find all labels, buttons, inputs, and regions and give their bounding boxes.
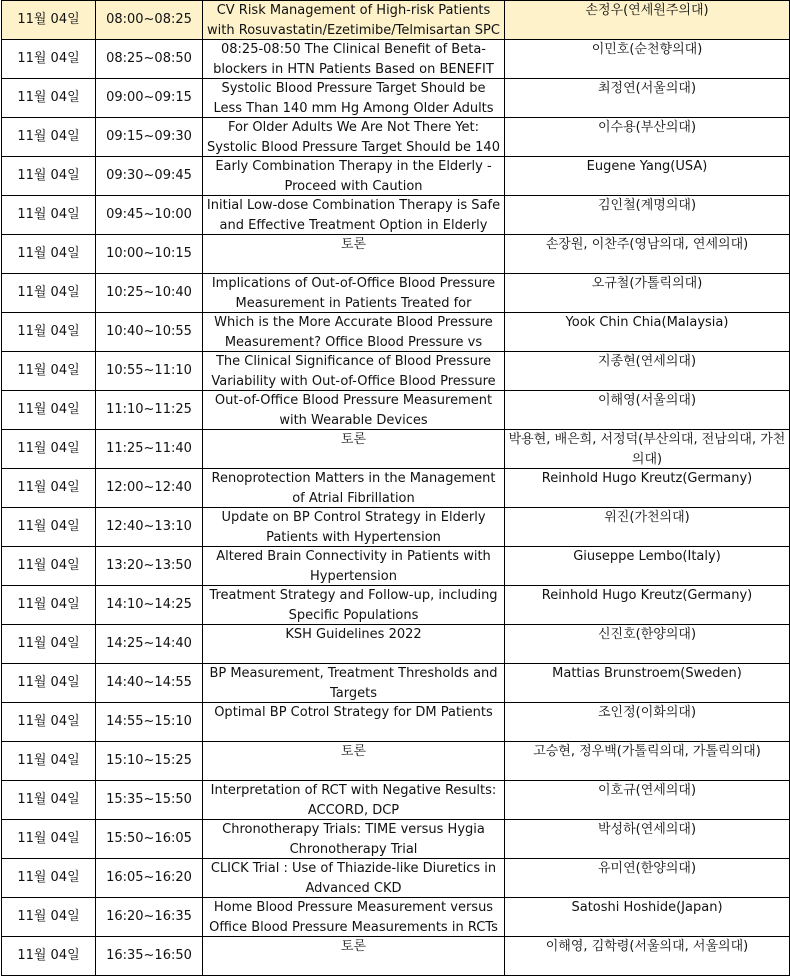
title-text: Home Blood Pressure Measurement versus Office Blood Pressure Measurements in RCTs <box>209 900 498 935</box>
title-cell <box>203 547 505 586</box>
schedule-row <box>2 430 790 469</box>
date-cell: 11월 04일 <box>2 820 96 859</box>
speaker-text: 손장원, 이찬주(영남의대, 연세의대) <box>545 237 749 252</box>
speaker-text: 이해영, 김학령(서울의대, 서울의대) <box>545 939 749 954</box>
date-cell: 11월 04일 <box>2 898 96 937</box>
title-text: Treatment Strategy and Follow-up, including Specific Populations <box>209 588 498 623</box>
date-cell: 11월 04일 <box>2 859 96 898</box>
schedule-row <box>2 118 790 157</box>
speaker-text: Yook Chin Chia(Malaysia) <box>565 315 729 330</box>
date-cell: 11월 04일 <box>2 664 96 703</box>
speaker-text: 오규철(가톨릭의대) <box>591 276 703 291</box>
speaker-cell <box>505 742 790 781</box>
schedule-row <box>2 625 790 664</box>
speaker-cell <box>505 820 790 859</box>
time-cell: 15:35~15:50 <box>96 781 203 820</box>
title-text: Update on BP Control Strategy in Elderly Patients with Hypertension <box>221 510 486 545</box>
title-text: Interpretation of RCT with Negative Results: ACCORD, DCP <box>210 783 497 818</box>
date-cell: 11월 04일 <box>2 79 96 118</box>
title-text: Chronotherapy Trials: TIME versus Hygia Chronotherapy Trial <box>222 822 485 857</box>
speaker-cell <box>505 313 790 352</box>
speaker-text: Mattias Brunstroem(Sweden) <box>552 666 742 681</box>
speaker-text: 고승현, 정우백(가톨릭의대, 가톨릭의대) <box>533 744 761 759</box>
date-cell: 11월 04일 <box>2 625 96 664</box>
speaker-cell <box>505 859 790 898</box>
speaker-cell <box>505 937 790 976</box>
speaker-cell <box>505 79 790 118</box>
speaker-text: Reinhold Hugo Kreutz(Germany) <box>541 471 753 486</box>
schedule-row <box>2 391 790 430</box>
speaker-cell <box>505 157 790 196</box>
title-text: Renoprotection Matters in the Management of Atrial Fibrillation <box>211 471 496 506</box>
speaker-cell <box>505 703 790 742</box>
speaker-cell <box>505 547 790 586</box>
speaker-text: 신진호(한양의대) <box>597 627 697 642</box>
speaker-cell <box>505 274 790 313</box>
speaker-cell <box>505 469 790 508</box>
speaker-cell <box>505 118 790 157</box>
speaker-cell <box>505 781 790 820</box>
time-cell: 16:35~16:50 <box>96 937 203 976</box>
title-text: Optimal BP Cotrol Strategy for DM Patients <box>214 705 493 720</box>
time-cell: 12:40~13:10 <box>96 508 203 547</box>
schedule-row <box>2 469 790 508</box>
date-cell: 11월 04일 <box>2 352 96 391</box>
date-cell: 11월 04일 <box>2 391 96 430</box>
title-cell <box>203 625 505 664</box>
title-text: CV Risk Management of High-risk Patients with Rosuvastatin/Ezetimibe/Telmisartan SPC <box>207 3 500 38</box>
title-cell <box>203 157 505 196</box>
schedule-row <box>2 781 790 820</box>
speaker-text: 이민호(순천향의대) <box>591 42 703 57</box>
speaker-cell <box>505 430 790 469</box>
date-cell: 11월 04일 <box>2 196 96 235</box>
title-cell <box>203 820 505 859</box>
schedule-row <box>2 664 790 703</box>
speaker-text: 위진(가천의대) <box>604 510 690 525</box>
schedule-row <box>2 586 790 625</box>
schedule-row <box>2 859 790 898</box>
title-text: CLICK Trial : Use of Thiazide-like Diuretics in Advanced CKD <box>210 861 497 896</box>
speaker-text: Satoshi Hoshide(Japan) <box>571 900 723 915</box>
title-text: Systolic Blood Pressure Target Should be Less Than 140 mm Hg Among Older Adults <box>213 81 494 116</box>
time-cell: 09:15~09:30 <box>96 118 203 157</box>
speaker-cell <box>505 1 790 40</box>
schedule-row <box>2 508 790 547</box>
schedule-row <box>2 40 790 79</box>
title-cell <box>203 859 505 898</box>
date-cell: 11월 04일 <box>2 586 96 625</box>
time-cell: 14:25~14:40 <box>96 625 203 664</box>
date-cell: 11월 04일 <box>2 235 96 274</box>
speaker-cell <box>505 508 790 547</box>
time-cell: 09:30~09:45 <box>96 157 203 196</box>
title-cell <box>203 118 505 157</box>
title-cell <box>203 196 505 235</box>
speaker-text: 지종현(연세의대) <box>597 354 697 369</box>
date-cell: 11월 04일 <box>2 703 96 742</box>
schedule-row <box>2 937 790 976</box>
title-cell <box>203 508 505 547</box>
title-cell <box>203 1 505 40</box>
date-cell: 11월 04일 <box>2 937 96 976</box>
time-cell: 16:20~16:35 <box>96 898 203 937</box>
schedule-row <box>2 820 790 859</box>
schedule-row <box>2 196 790 235</box>
title-cell <box>203 781 505 820</box>
time-cell: 08:00~08:25 <box>96 1 203 40</box>
time-cell: 15:10~15:25 <box>96 742 203 781</box>
title-text: The Clinical Significance of Blood Pressure Variability with Out-of-Office Blood Pressure <box>211 354 496 389</box>
date-cell: 11월 04일 <box>2 313 96 352</box>
title-cell <box>203 313 505 352</box>
time-cell: 09:00~09:15 <box>96 79 203 118</box>
title-cell <box>203 235 505 274</box>
speaker-text: 박용현, 배은희, 서정덕(부산의대, 전남의대, 가천의대) <box>508 432 786 467</box>
title-text: 토론 <box>340 432 367 447</box>
speaker-cell <box>505 196 790 235</box>
date-cell: 11월 04일 <box>2 40 96 79</box>
time-cell: 15:50~16:05 <box>96 820 203 859</box>
date-cell: 11월 04일 <box>2 157 96 196</box>
speaker-cell <box>505 664 790 703</box>
title-cell <box>203 664 505 703</box>
title-text: 토론 <box>340 237 367 252</box>
schedule-row <box>2 157 790 196</box>
date-cell: 11월 04일 <box>2 118 96 157</box>
title-text: Which is the More Accurate Blood Pressure Measurement? Office Blood Pressure vs <box>214 315 493 350</box>
date-cell: 11월 04일 <box>2 1 96 40</box>
title-cell <box>203 586 505 625</box>
title-cell <box>203 742 505 781</box>
time-cell: 08:25~08:50 <box>96 40 203 79</box>
title-text: BP Measurement, Treatment Thresholds and Targets <box>209 666 498 701</box>
title-cell <box>203 391 505 430</box>
schedule-row <box>2 79 790 118</box>
speaker-text: Eugene Yang(USA) <box>586 159 708 174</box>
title-text: 토론 <box>340 744 367 759</box>
title-cell <box>203 937 505 976</box>
speaker-text: 김인철(계명의대) <box>597 198 697 213</box>
title-text: For Older Adults We Are Not There Yet: Systolic Blood Pressure Target Should be 140 <box>207 120 500 155</box>
title-text: Initial Low-dose Combination Therapy is Safe and Effective Treatment Option in Elderly <box>206 198 501 233</box>
schedule-row <box>2 352 790 391</box>
schedule-row <box>2 1 790 40</box>
date-cell: 11월 04일 <box>2 742 96 781</box>
date-cell: 11월 04일 <box>2 274 96 313</box>
time-cell: 10:40~10:55 <box>96 313 203 352</box>
time-cell: 14:10~14:25 <box>96 586 203 625</box>
title-text: Altered Brain Connectivity in Patients with Hypertension <box>216 549 491 584</box>
schedule-row <box>2 898 790 937</box>
title-text: Implications of Out-of-Office Blood Pressure Measurement in Patients Treated for <box>211 276 496 311</box>
title-cell <box>203 898 505 937</box>
speaker-text: Reinhold Hugo Kreutz(Germany) <box>541 588 753 603</box>
time-cell: 10:00~10:15 <box>96 235 203 274</box>
schedule-row <box>2 703 790 742</box>
speaker-text: 이호규(연세의대) <box>597 783 697 798</box>
schedule-body <box>2 1 790 976</box>
speaker-text: 최정연(서울의대) <box>597 81 697 96</box>
time-cell: 16:05~16:20 <box>96 859 203 898</box>
title-cell <box>203 40 505 79</box>
title-cell <box>203 469 505 508</box>
title-cell <box>203 79 505 118</box>
schedule-row <box>2 547 790 586</box>
title-text: 08:25-08:50 The Clinical Benefit of Beta-blockers in HTN Patients Based on BENEFIT <box>213 42 494 77</box>
time-cell: 14:40~14:55 <box>96 664 203 703</box>
time-cell: 09:45~10:00 <box>96 196 203 235</box>
time-cell: 14:55~15:10 <box>96 703 203 742</box>
time-cell: 13:20~13:50 <box>96 547 203 586</box>
title-text: 토론 <box>340 939 367 954</box>
time-cell: 11:25~11:40 <box>96 430 203 469</box>
date-cell: 11월 04일 <box>2 508 96 547</box>
time-cell: 12:00~12:40 <box>96 469 203 508</box>
speaker-text: 이수용(부산의대) <box>597 120 697 135</box>
speaker-cell <box>505 586 790 625</box>
speaker-text: 유미연(한양의대) <box>597 861 697 876</box>
date-cell: 11월 04일 <box>2 547 96 586</box>
speaker-text: 손정우(연세원주의대) <box>585 3 709 18</box>
schedule-row <box>2 274 790 313</box>
schedule-row <box>2 313 790 352</box>
speaker-cell <box>505 40 790 79</box>
date-cell: 11월 04일 <box>2 781 96 820</box>
date-cell: 11월 04일 <box>2 469 96 508</box>
speaker-text: Giuseppe Lembo(Italy) <box>573 549 721 564</box>
speaker-cell <box>505 391 790 430</box>
time-cell: 10:55~11:10 <box>96 352 203 391</box>
time-cell: 10:25~10:40 <box>96 274 203 313</box>
title-cell <box>203 430 505 469</box>
time-cell: 11:10~11:25 <box>96 391 203 430</box>
speaker-text: 이해영(서울의대) <box>597 393 697 408</box>
speaker-cell <box>505 235 790 274</box>
title-cell <box>203 352 505 391</box>
title-text: KSH Guidelines 2022 <box>285 627 422 642</box>
schedule-table <box>1 0 790 976</box>
date-cell: 11월 04일 <box>2 430 96 469</box>
title-cell <box>203 274 505 313</box>
schedule-row <box>2 742 790 781</box>
schedule-row <box>2 235 790 274</box>
speaker-cell <box>505 625 790 664</box>
speaker-text: 조인정(이화의대) <box>597 705 697 720</box>
speaker-text: 박성하(연세의대) <box>597 822 697 837</box>
title-cell <box>203 703 505 742</box>
title-text: Out-of-Office Blood Pressure Measurement with Wearable Devices <box>214 393 493 428</box>
speaker-cell <box>505 352 790 391</box>
speaker-cell <box>505 898 790 937</box>
title-text: Early Combination Therapy in the Elderly - Proceed with Caution <box>215 159 492 194</box>
